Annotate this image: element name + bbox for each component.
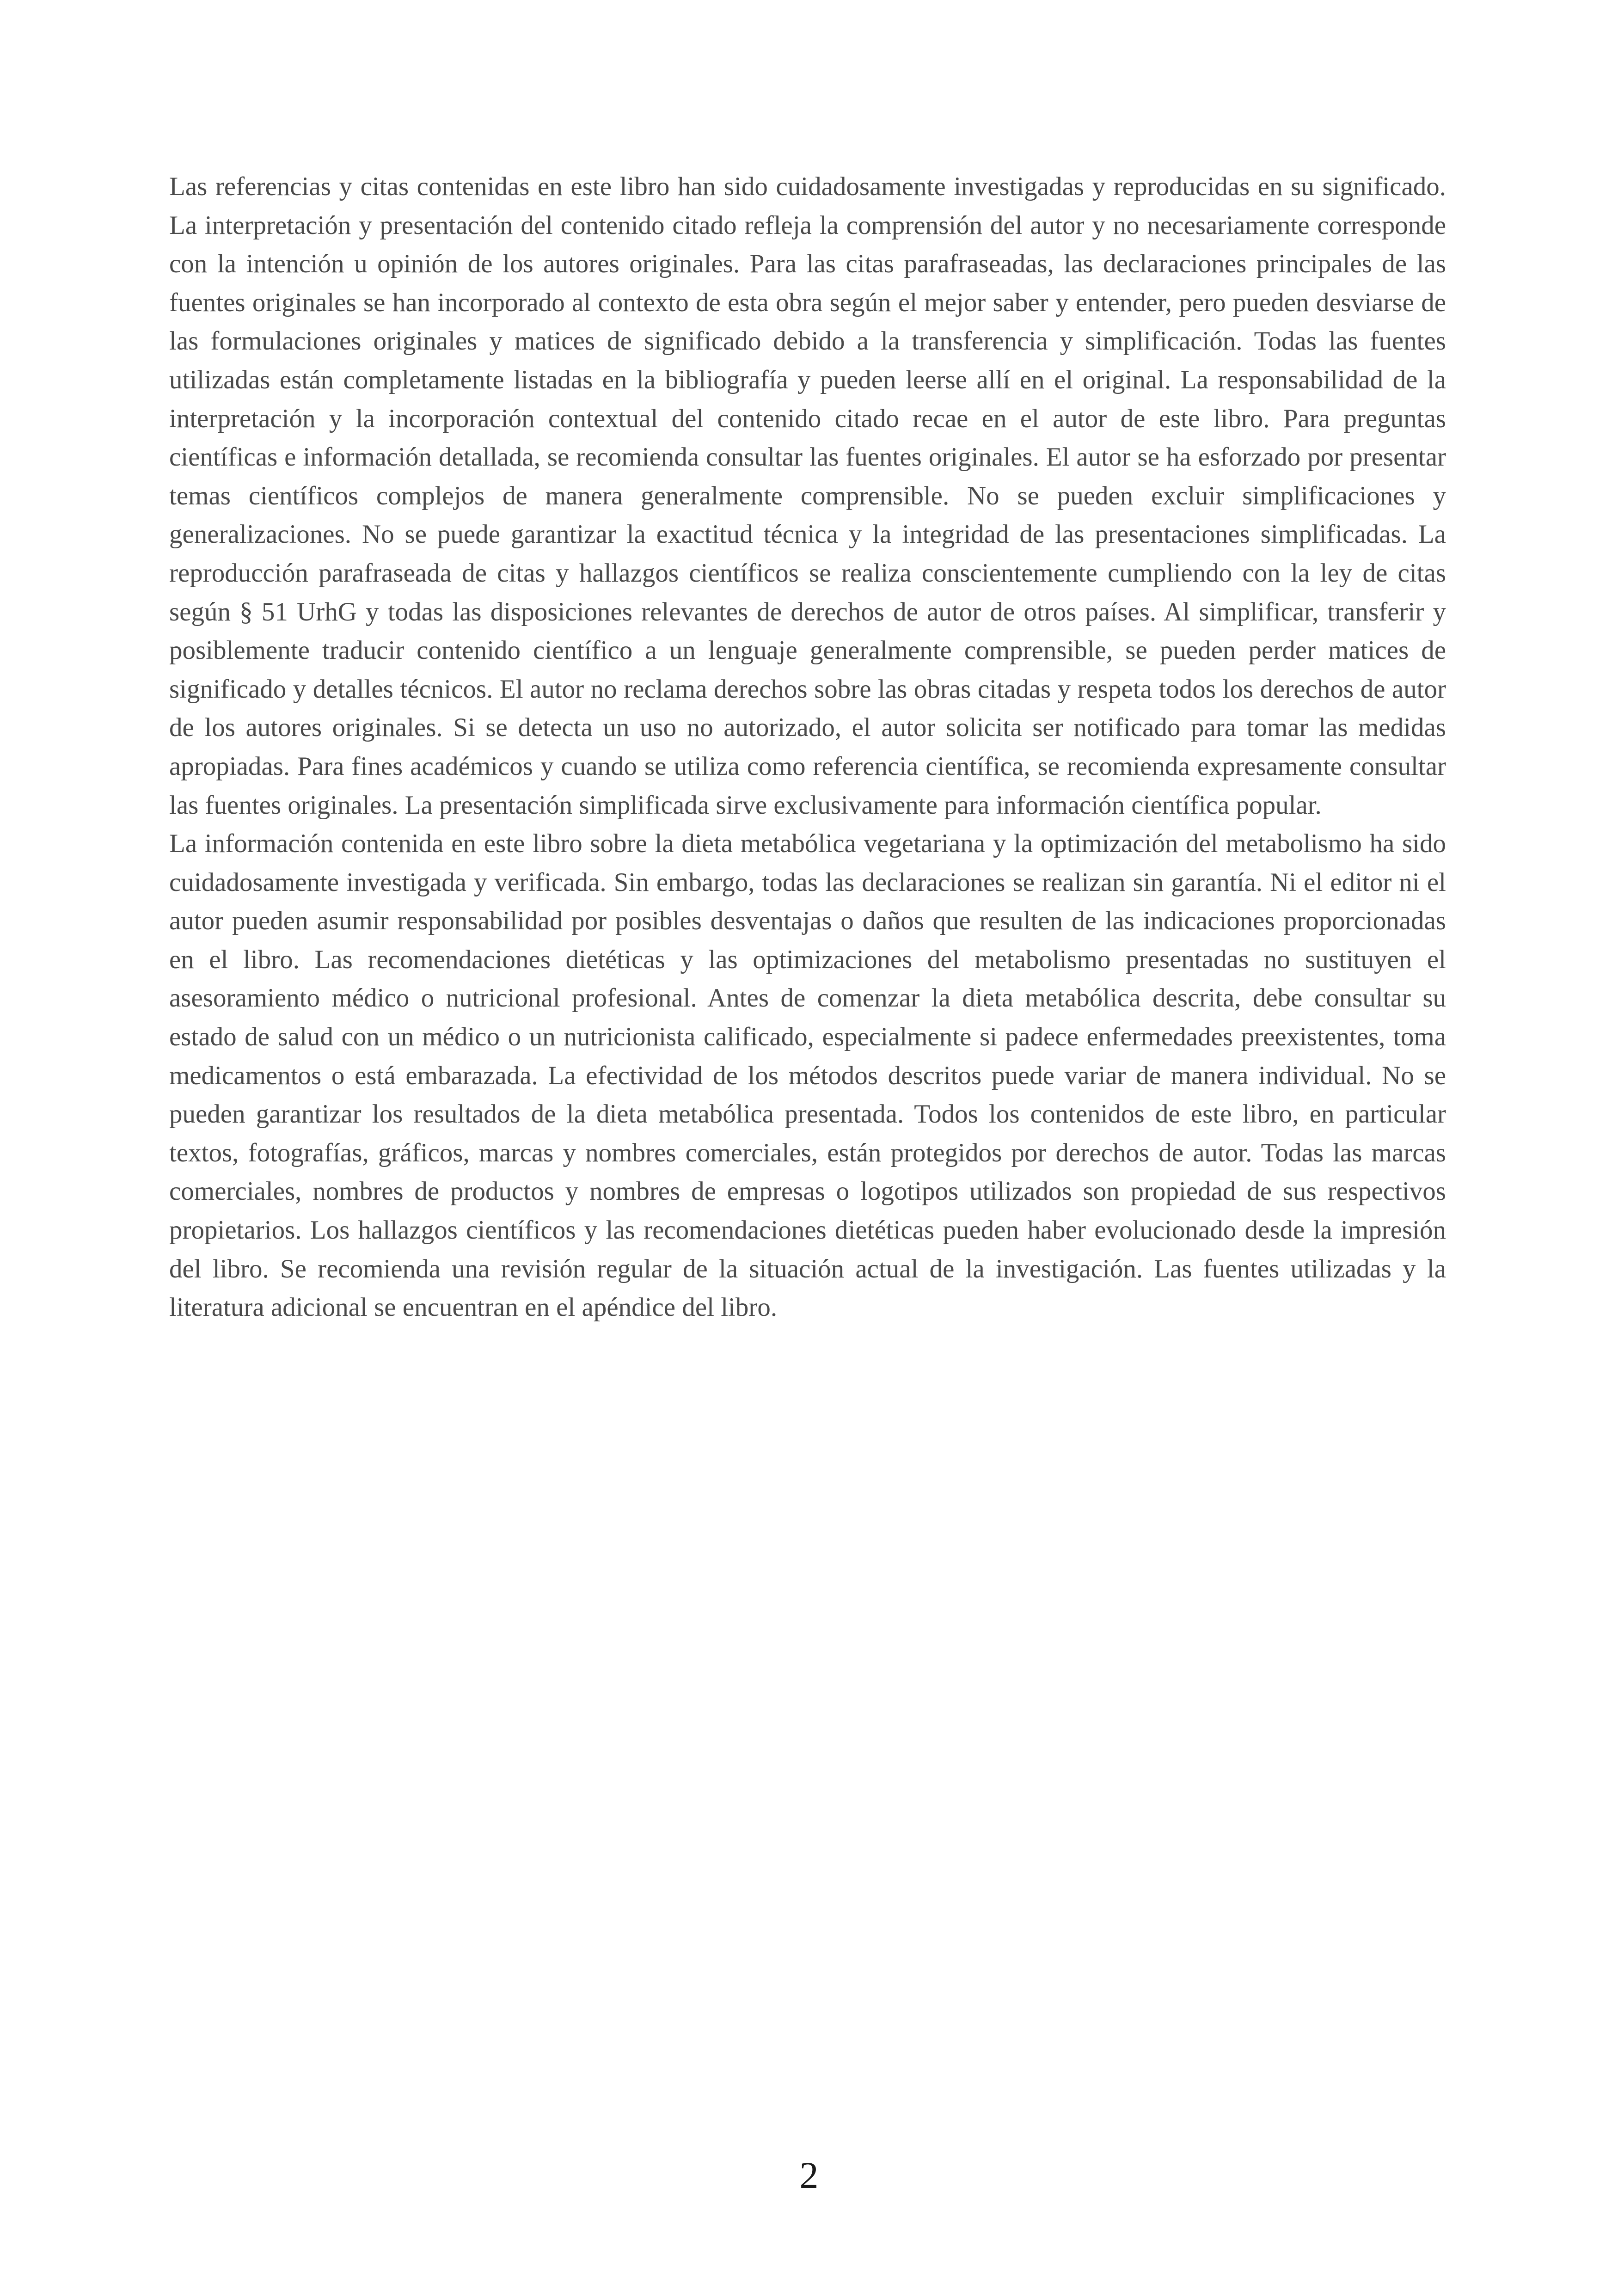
page-number: 2 — [799, 2154, 819, 2196]
disclaimer-health-paragraph: La información contenida en este libro sobre la dieta metabólica vegetariana y la optimización del metabolismo ha sido cuidadosamente investigada y verificada. Sin embargo, todas las declaraciones se realizan sin garantía. Ni el editor ni el autor pueden asumir responsabilidad por posibles desventajas o daños que resulten de las indicaciones proporcionadas en el libro. Las recomendaciones dietéticas y las optimizaciones del metabolismo presentadas no sustituyen el asesoramiento médico o nutricional profesional. Antes de comenzar la dieta metabólica descrita, debe consultar su estado de salud con un médico o un nutricionista calificado, especialmente si padece enfermedades preexistentes, toma medicamentos o está embarazada. La efectividad de los métodos descritos puede variar de manera individual. No se pueden garantizar los resultados de la dieta metabólica presentada. Todos los contenidos de este libro, en particular textos, fotografías, gráficos, marcas y nombres comerciales, están protegidos por derechos de autor. Todas las marcas comerciales, nombres de productos y nombres de empresas o logotipos utilizados son propiedad de sus respectivos propietarios. Los hallazgos científicos y las recomendaciones dietéticas pueden haber evolucionado desde la impresión del libro. Se recomienda una revisión regular de la situación actual de la investigación. Las fuentes utilizadas y la literatura adicional se encuentran en el apéndice del libro. — [169, 829, 1446, 1322]
disclaimer-citations-paragraph: Las referencias y citas contenidas en este libro han sido cuidadosamente investigadas y reproducidas en su significado. La interpretación y presentación del contenido citado refleja la comprensión del autor y no necesariamente corresponde con la intención u opinión de los autores originales. Para las citas parafraseadas, las declaraciones principales de las fuentes originales se han incorporado al contexto de esta obra según el mejor saber y entender, pero pueden desviarse de las formulaciones originales y matices de significado debido a la transferencia y simplificación. Todas las fuentes utilizadas están completamente listadas en la bibliografía y pueden leerse allí en el original. La responsabilidad de la interpretación y la incorporación contextual del contenido citado recae en el autor de este libro. Para preguntas científicas e información detallada, se recomienda consultar las fuentes originales. El autor se ha esforzado por presentar temas científicos complejos de manera generalmente comprensible. No se pueden excluir simplificaciones y generalizaciones. No se puede garantizar la exactitud técnica y la integridad de las presentaciones simplificadas. La reproducción parafraseada de citas y hallazgos científicos se realiza conscientemente cumpliendo con la ley de citas según § 51 UrhG y todas las disposiciones relevantes de derechos de autor de otros países. Al simplificar, transferir y posiblemente traducir contenido científico a un lenguaje generalmente comprensible, se pueden perder matices de significado y detalles técnicos. El autor no reclama derechos sobre las obras citadas y respeta todos los derechos de autor de los autores originales. Si se detecta un uso no autorizado, el autor solicita ser notificado para tomar las medidas apropiadas. Para fines académicos y cuando se utiliza como referencia científica, se recomienda expresamente consultar las fuentes originales. La presentación simplificada sirve exclusivamente para información científica popular. — [169, 172, 1446, 820]
body-text — [169, 167, 1446, 1327]
